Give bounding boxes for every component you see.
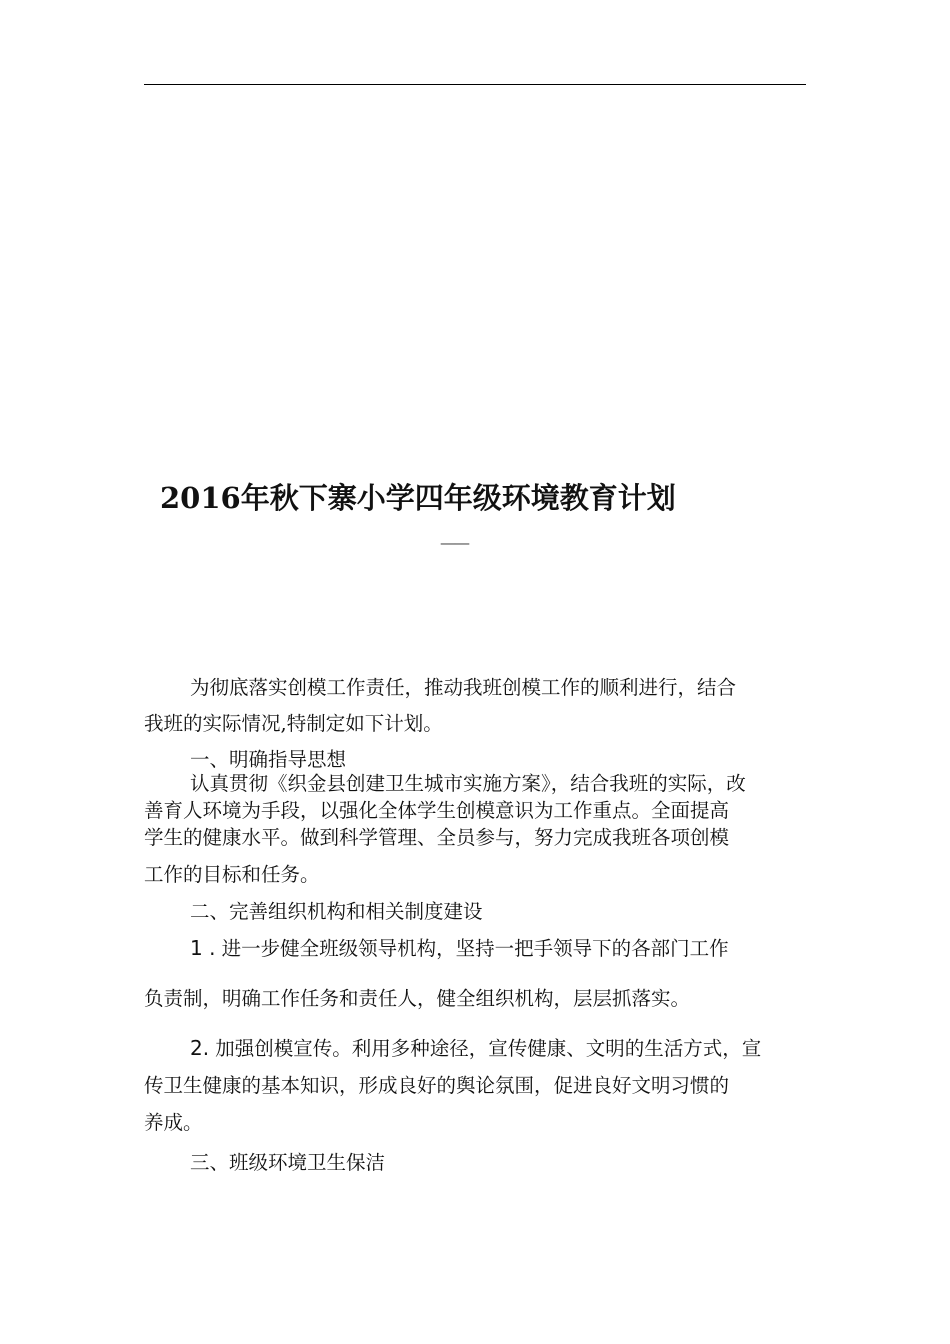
document-title: 2016年秋下寨小学四年级环境教育计划 bbox=[160, 481, 676, 515]
section-2-heading: 二、完善组织机构和相关制度建设 bbox=[190, 900, 483, 923]
item-2-number: 2. bbox=[190, 1036, 210, 1060]
section-1-line-1: 认真贯彻《织金县创建卫生城市实施方案》，结合我班的实际，改 bbox=[190, 772, 746, 795]
title-dash: —— bbox=[440, 533, 468, 552]
section-1-line-3: 学生的健康水平。做到科学管理、全员参与，努力完成我班各项创模 bbox=[144, 826, 730, 849]
section-2-item-2-line-1 bbox=[190, 1033, 806, 1061]
section-2-item-1-line-2: 负责制，明确工作任务和责任人，健全组织机构，层层抓落实。 bbox=[144, 987, 691, 1010]
intro-line-2: 我班的实际情况,特制定如下计划。 bbox=[144, 712, 443, 735]
section-2-item-1-line-1 bbox=[190, 933, 806, 961]
section-1-line-2: 善育人环境为手段，以强化全体学生创模意识为工作重点。全面提高 bbox=[144, 799, 730, 822]
section-1-line-4: 工作的目标和任务。 bbox=[144, 863, 320, 886]
section-3-heading: 三、班级环境卫生保洁 bbox=[190, 1151, 386, 1174]
section-1-heading: 一、明确指导思想 bbox=[190, 748, 347, 771]
item-1-text: 进一步健全班级领导机构，坚持一把手领导下的各部门工作 bbox=[221, 937, 729, 960]
header-rule bbox=[144, 84, 806, 85]
intro-line-1: 为彻底落实创模工作责任，推动我班创模工作的顺利进行，结合 bbox=[190, 676, 737, 699]
section-2-item-2-line-3: 养成。 bbox=[144, 1111, 203, 1134]
item-2-text: 加强创模宣传。利用多种途径，宣传健康、文明的生活方式，宣 bbox=[215, 1037, 762, 1060]
section-2-item-2-line-2: 传卫生健康的基本知识，形成良好的舆论氛围，促进良好文明习惯的 bbox=[144, 1074, 730, 1097]
item-1-number: 1 . bbox=[190, 936, 216, 960]
